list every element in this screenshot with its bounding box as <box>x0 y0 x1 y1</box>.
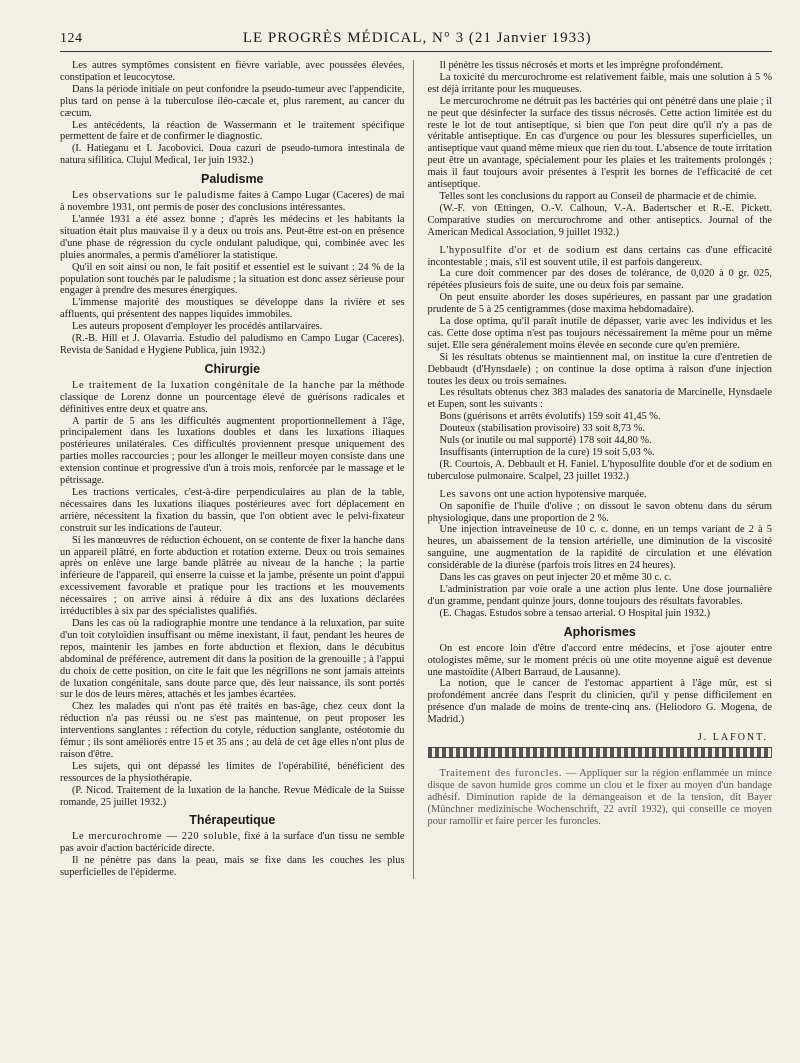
author-signature: J. LAFONT. <box>697 732 768 744</box>
section-heading-aphorismes: Aphorismes <box>563 624 636 639</box>
paragraph: Les sujets, qui ont dépassé les limites de l'opérabilité, bénéficient des ressources de la physiothérapie. <box>60 760 405 784</box>
paragraph: Une injection intraveineuse de 10 c. c. donne, en un temps variant de 2 à 5 heures, un abaissement de la tension artérielle, une diminution de la viscosité sanguine, une augmentation de la rapidité de circulation et une élévation considérable de la diurèse (parfois trois litres en 24 heures). <box>427 524 772 572</box>
paragraph: La cure doit commencer par des doses de tolérance, de 0,020 à 0 gr. 025, répétées plusieurs fois de suite, une ou deux fois par semaine. <box>427 268 772 292</box>
paragraph: Chez les malades qui n'ont pas été traités en bas-âge, chez ceux dont la réduction n'a pas réussi ou ne s'est pas maintenue, on peut proposer les interventions sanglantes : réfection du cotyle, réduction sanglante, ostéotomie du fémur ; ils sont améliorés entre 15 et 35 ans ; au delà de cet âge elles n'ont plus de raison d'être. <box>60 701 405 760</box>
paragraph-lead: Le traitement de la luxation congénitale de la hanche <box>72 379 336 391</box>
paragraph: Les observations sur le paludisme faites à Campo Lugar (Caceres) de mai à novembre 1931, ont permis de poser des conclusions intéressantes. <box>60 190 405 214</box>
section-heading-paludisme: Paludisme <box>200 172 264 187</box>
section-heading-chirurgie: Chirurgie <box>204 361 261 376</box>
paragraph: Si les manœuvres de réduction échouent, on se contente de fixer la hanche dans un appareil plâtré, en forte abduction et rotation externe. Deux ou trois semaines après on enlève une large bande plâtrée au niveau de la hanche ; la partie inférieure de l'appareil, qui enserre la cuisse et la jambe, présente un point d'appui excessivement favorable et pratique pour les tractions et les mouvements nécessaires ; on arrive ainsi à réduire à dix ans des luxations déclarées irréductibles à six par des spécialistes qualifiés. <box>60 534 405 618</box>
page-header <box>60 30 772 47</box>
paragraph: Traitement des furoncles. — Appliquer sur la région enflammée un mince disque de savon humide gros comme un clou et le fixer au moyen d'un bandage adhésif. Diminution rapide de la démangeaison et de la tension, dit Bayer (Münchner medizinische Wochenschrift, 22 avril 1932), qui conseille ce moyen pour ramollir et faire percer les furoncles. <box>427 768 772 827</box>
paragraph: Dans les cas où la radiographie montre une tendance à la reluxation, par suite d'un toit cotyloïdien insuffisant ou même inexistant, il faut, pendant les heures de repos, maintenir les jambes en forte abduction et flexion, dans le décubitus abdominal de préférence, autrement dit dans la position de la grenouille ; à l'appui du choix de cette position, on cite le fait que les négrillons ne sont jamais atteints de luxation congénitale, sans doute parce que, dès leur naissance, ils sont portés sur le dos de leurs mères, attachés et les jambes écartées. <box>60 617 405 701</box>
paragraph: Les tractions verticales, c'est-à-dire perpendiculaires au plan de la table, nécessaires dans les luxations iliaques postérieures avec fort déplacement en arrière, nécessitent la fixation du bassin, que l'on obtient avec le pelvi-fixateur construit sur les indications de l'auteur. <box>60 487 405 534</box>
paragraph: L'administration par voie orale a une action plus lente. Une dose journalière d'un gramme, pendant quinze jours, donne toujours des résultats favorables. <box>427 583 772 607</box>
paragraph-lead: L'hyposulfite d'or et de sodium <box>439 244 601 256</box>
paragraph: On est encore loin d'être d'accord entre médecins, et j'ose ajouter entre otologistes même, sur le moment précis où une otite moyenne aiguë est devenue une mastoïdite (Albert Barraud, de Lausanne). <box>427 642 772 678</box>
furoncles-note <box>428 768 773 828</box>
results-list <box>428 411 773 459</box>
left-column <box>60 60 414 879</box>
paragraph: Les antécédents, la réaction de Wassermann et le traitement spécifique permettent de faire et de confirmer le diagnostic. <box>60 119 405 143</box>
paragraph: Les autres symptômes consistent en fièvre variable, avec poussées élevées, constipation et leucocytose. <box>60 60 405 83</box>
paragraph: Les résultats obtenus chez 383 malades des sanatoria de Marcinelle, Hynsdaele et Eupen, sont les suivants : <box>427 387 772 411</box>
paragraph-lead: Les savons <box>439 488 492 500</box>
header-rule <box>60 51 772 52</box>
section-heading-therapeutique: Thérapeutique <box>189 813 276 828</box>
right-column <box>428 60 773 879</box>
list-item: Douteux (stabilisation provisoire) 33 soit 8,73 %. <box>439 423 645 435</box>
journal-title: LE PROGRÈS MÉDICAL, N° 3 (21 Janvier 1933) <box>242 30 592 46</box>
paragraph: La notion, que le cancer de l'estomac appartient à l'âge mûr, est si profondément ancrée dans l'esprit du clinicien, qu'il y pense difficilement en présence d'un malade de moins de trente-cinq ans. (Heliodoro G. Mogena, de Madrid.) <box>427 678 772 726</box>
paragraph: On peut ensuite aborder les doses supérieures, en passant par une gradation prudente de 5 à 25 centigrammes (dose maxima hebdomadaire). <box>427 292 772 316</box>
paragraph: La dose optima, qu'il paraît inutile de dépasser, varie avec les individus et les cas. Cette dose optima n'est pas toujours nécessairement la même pour un même sujet. Elle sera généralement moins élevée en seconde cure qu'en première. <box>427 316 772 351</box>
paragraph: Il pénètre les tissus nécrosés et morts et les imprègne profondément. <box>439 60 724 71</box>
paragraph: L'année 1931 a été assez bonne ; d'après les médecins et les habitants la situation était plus mauvaise il y a deux ou trois ans. Peut-être est-on en présence d'une phase de régression du cycle ondulant paludique, qui, combinée avec les pluies anormales, a permis d'améliorer la statistique. <box>60 213 405 261</box>
list-item: Nuls (or inutile ou mal supporté) 178 soit 44,80 %. <box>439 435 652 447</box>
paragraph: Dans les cas graves on peut injecter 20 et même 30 c. c. <box>439 572 672 584</box>
list-item: Bons (guérisons et arrêts évolutifs) 159 soit 41,45 %. <box>439 411 661 423</box>
paragraph: Le mercurochrome — 220 soluble, fixé à la surface d'un tissu ne semble pas avoir d'action bactéricide directe. <box>60 831 405 855</box>
paragraph: Qu'il en soit ainsi ou non, le fait positif et essentiel est le suivant : 24 % de la population sont touchés par le paludisme ; la situation est donc assez sérieuse pour engager à prendre des mesures énergiques. <box>60 261 405 297</box>
decorative-divider <box>428 747 773 758</box>
paragraph: Si les résultats obtenus se maintiennent mal, on institue la cure d'entretien de Debbaudt (d'Hynsdaele) ; on continue la dose optima à raison d'une injection toutes les deux ou trois semaines. <box>427 351 772 387</box>
reference: (R. Courtois, A. Debbault et H. Faniel. L'hyposulfite double d'or et de sodium en tuberculose pulmonaire. Scalpel, 23 juillet 1932.) <box>427 458 772 482</box>
paragraph: On saponifie de l'huile d'olive ; on dissout le savon obtenu dans du sérum physiologique, dans une proportion de 2 %. <box>427 500 772 524</box>
paragraph: Dans la période initiale on peut confondre la pseudo-tumeur avec l'appendicite, plus tard on pense à la tuberculose iléo-cæcale et, plus rarement, au cancer du cæcum. <box>60 83 405 119</box>
paragraph: Les savons ont une action hypotensive marquée. <box>439 488 647 500</box>
paragraph: L'hyposulfite d'or et de sodium est dans certains cas d'une efficacité incontestable ; mais, s'il est souvent utile, il est parfois dangereux. <box>427 244 772 268</box>
paragraph-lead: Le mercurochrome — 220 soluble <box>72 831 238 843</box>
paragraph: Le traitement de la luxation congénitale de la hanche par la méthode classique de Lorenz donne un pourcentage élevé de guérisons radicales et définitives entre deux et quatre ans. <box>60 379 405 415</box>
paragraph: L'immense majorité des moustiques se développe dans la rivière et ses affluents, qui présentent des nappes liquides immobiles. <box>60 297 405 321</box>
reference: (R.-B. Hill et J. Olavarria. Estudio del paludismo en Campo Lugar (Caceres). Revista de Sanidad e Hygiene Publica, juin 1932.) <box>60 333 405 356</box>
reference: (P. Nicod. Traitement de la luxation de la hanche. Revue Médicale de la Suisse romande, 25 juillet 1932.) <box>60 784 405 808</box>
paragraph: La toxicité du mercurochrome est relativement faible, mais une solution à 5 % est déjà irritante pour les muqueuses. <box>427 71 772 95</box>
reference: (W.-F. von Œttingen, O.-V. Calhoun, V.-A. Badertscher et R.-E. Pickett. Comparative studies on mercurochrome and other antiseptics. Journal of the American Medical Association, 9 juillet 1932.) <box>427 202 772 238</box>
reference: (I. Hatieganu et I. Jacobovici. Doua cazuri de pseudo-tumora intestinala de natura sifilitica. Clujul Medical, 1er juin 1932.) <box>60 143 405 167</box>
paragraph: Le mercurochrome ne détruit pas les bactéries qui ont pénétré dans une plaie ; il ne peut que désinfecter la surface des tissus nécrosés. Cette action limitée est du reste le lot de tout antiseptique, si bien que l'on peut dire qu'il n'y a pas de véritable antiseptique. En cas d'urgence ou pour les blessures superficielles, un antiseptique vaut quand même mieux que rien du tout. L'absence de toute irritation peut être un avantage, spécialement pour les plaies et les traitements prolongés ; mais il faut toujours avoir présentes à l'esprit les bornes de l'efficacité de cet antiseptique. <box>427 95 772 191</box>
paragraph: Telles sont les conclusions du rapport au Conseil de pharmacie et de chimie. <box>439 190 757 202</box>
reference: (E. Chagas. Estudos sobre a tensao arterial. O Hospital juin 1932.) <box>439 607 710 619</box>
paragraph: Les auteurs proposent d'employer les procédés antilarvaires. <box>72 321 323 333</box>
paragraph-lead: Les observations sur le paludisme <box>72 190 236 202</box>
list-item: Insuffisants (interruption de la cure) 19 soit 5,03 %. <box>439 447 655 458</box>
paragraph: A partir de 5 ans les difficultés augmentent proportionnellement à l'âge, principalement dans les luxations doubles et dans les luxations iliaques postérieures unilatérales. Ces difficultés proviennent presque uniquement des parties molles raccourcies ; pour les allonger le meilleur moyen consiste dans une extension continue et progressive d'un à trois mois, renforcée par le massage et le pétrissage. <box>60 415 405 487</box>
paragraph: Il ne pénètre pas dans la peau, mais se fixe dans les couches les plus superficielles de l'épiderme. <box>60 855 405 879</box>
page-number: 124 <box>60 31 83 46</box>
paragraph-lead: Traitement des furoncles. <box>439 768 563 780</box>
